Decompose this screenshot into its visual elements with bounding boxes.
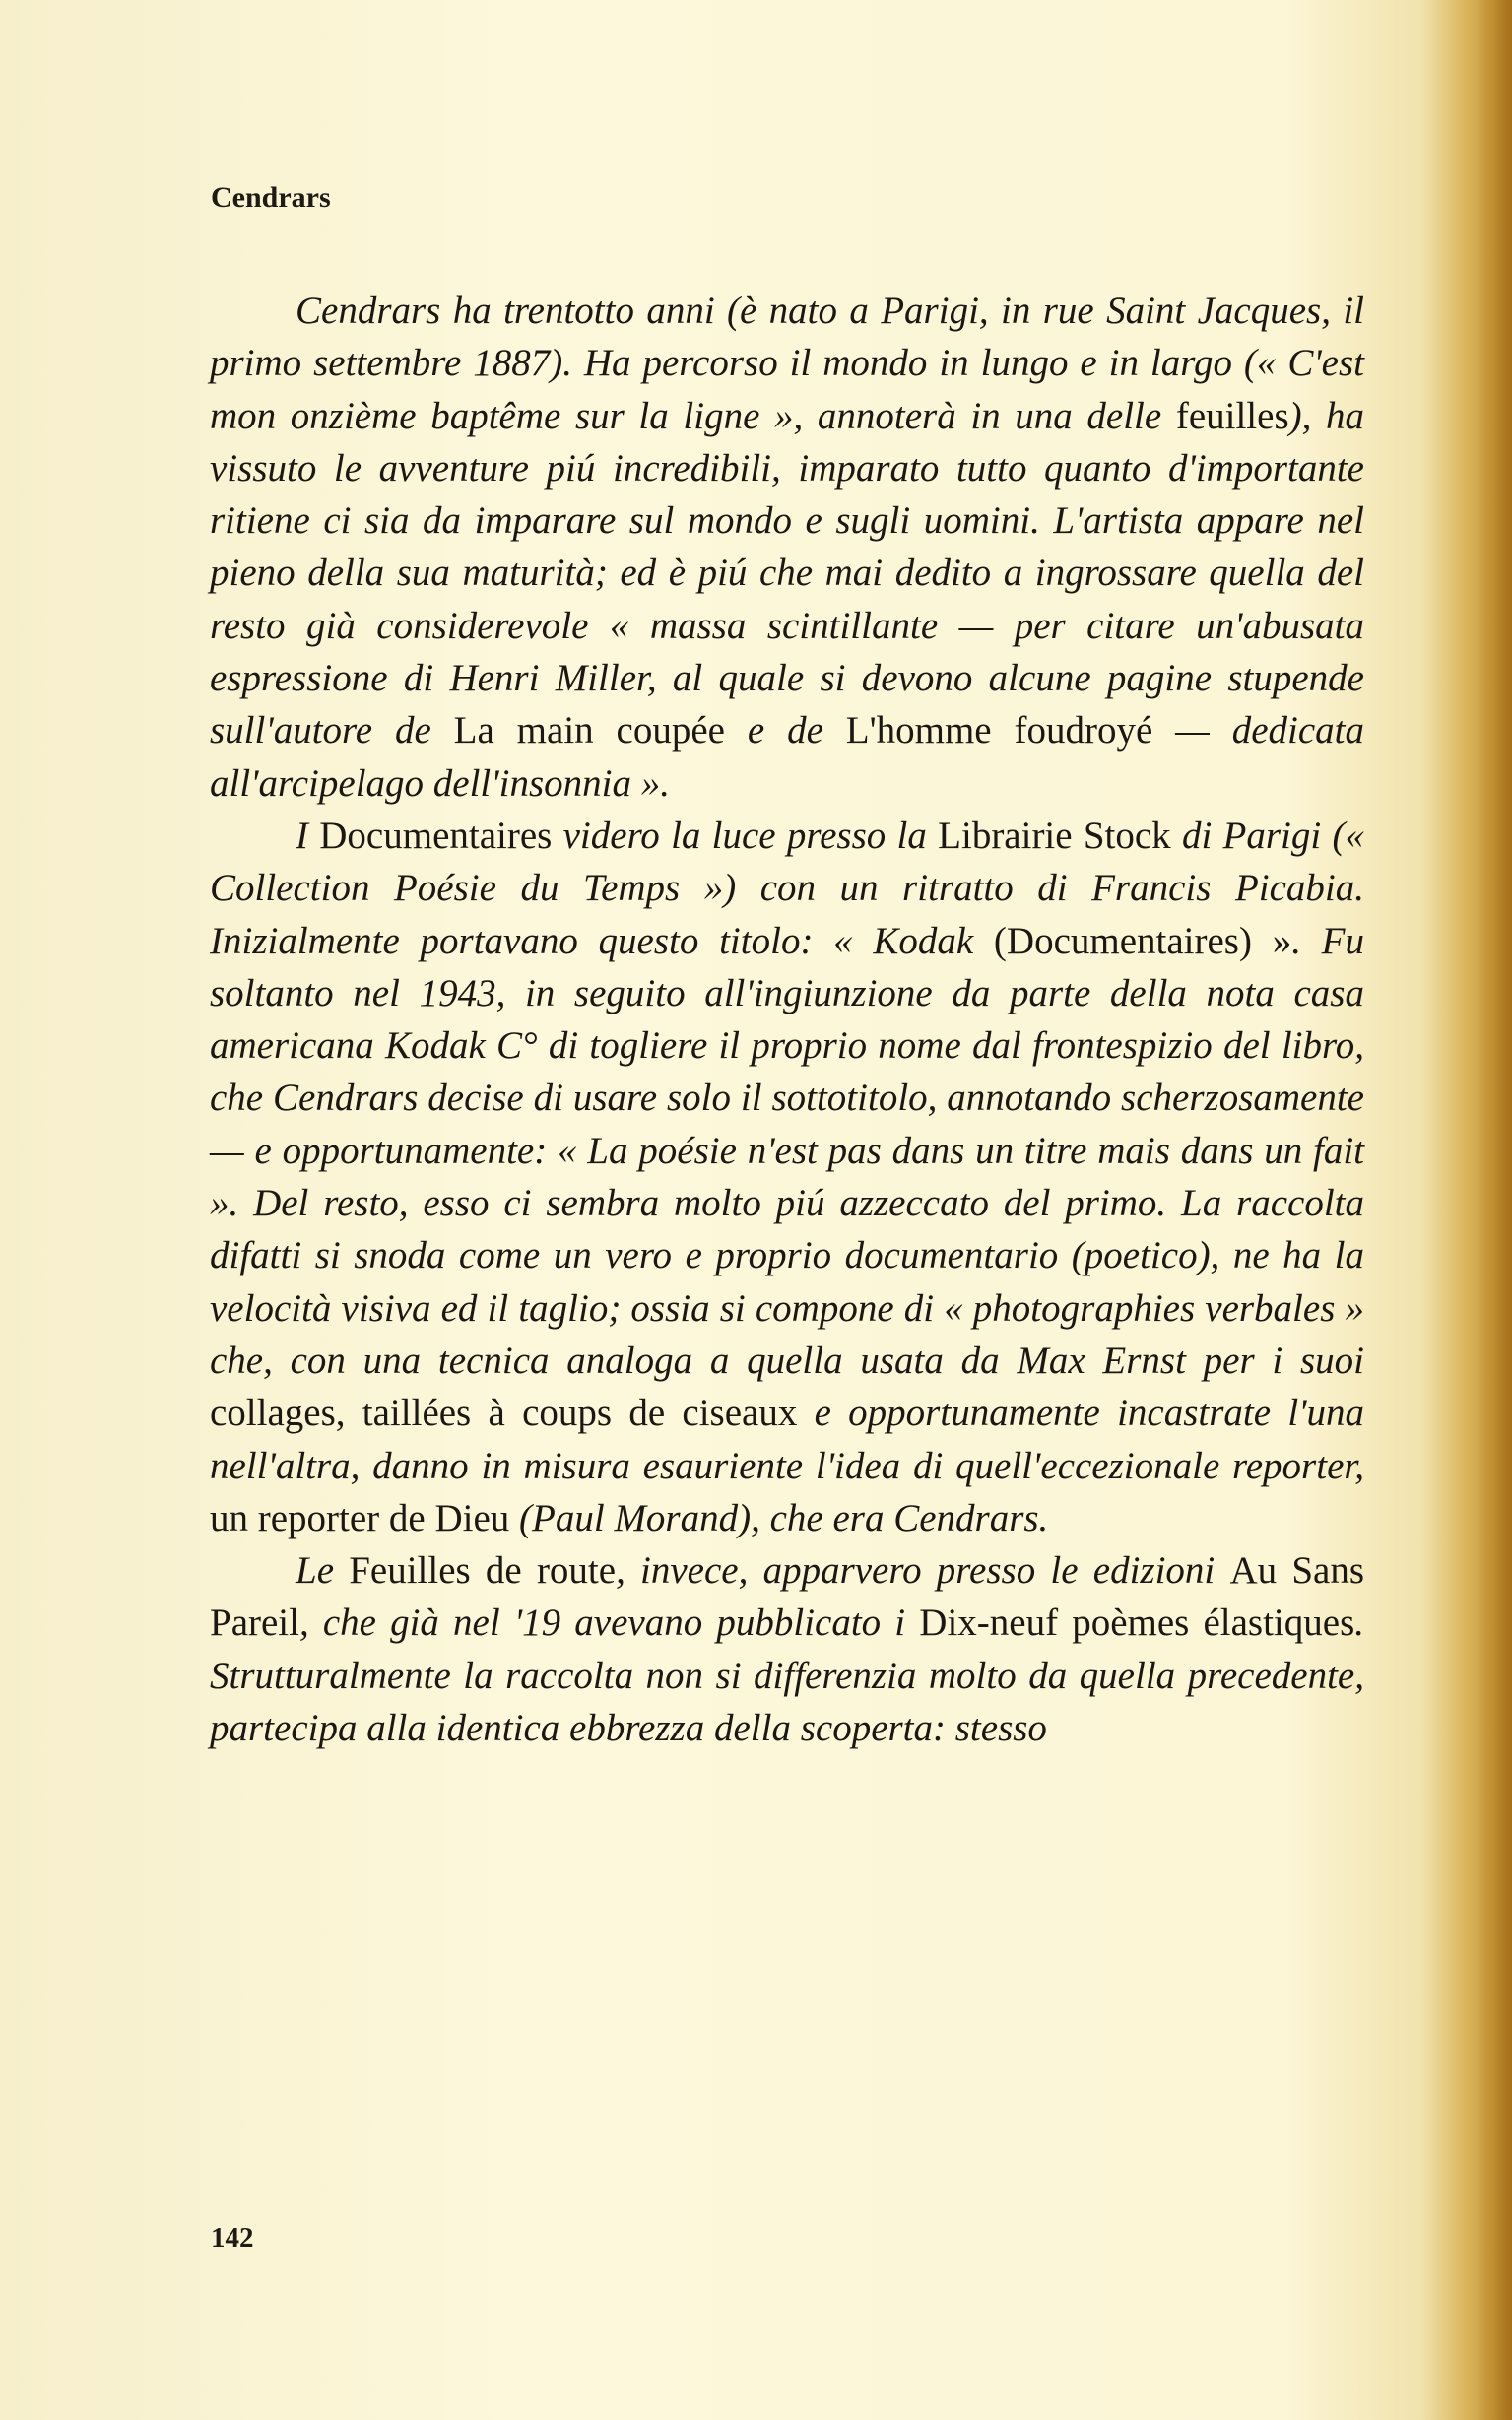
roman-text-run: L'homme foudroyé <box>845 709 1153 752</box>
italic-text-run: di Parigi (« Collection Poésie du Temps ») con un ritratto di Francis Picabia. Inizialmente portavano questo titolo: « Kodak <box>210 814 1364 962</box>
roman-text-run: Librairie Stock <box>938 814 1171 857</box>
roman-text-run: (Documentaires) » <box>993 919 1292 962</box>
roman-text-run: Feuilles de route <box>349 1549 617 1593</box>
roman-text-run: Au Sans Pareil <box>210 1549 1365 1645</box>
roman-text-run: un reporter de Dieu <box>210 1496 510 1539</box>
italic-text-run: . Fu soltanto nel 1943, in seguito all'ingiunzione da parte della nota casa americana Kodak C° di togliere il proprio nome dal frontespizio del libro, che Cendrars decise di usare solo il sottotitolo, annotando scherzosamente — e opportunamente: « La poésie n'est pas dans un titre mais dans un fait ». Del resto, esso ci sembra molto piú azzeccato del primo. La raccolta difatti si snoda come un vero e proprio documentario (poetico), ne ha la velocità visiva ed il taglio; ossia si compone di « photographies verbales » che, con una tecnica analoga a quella usata da Max Ernst per i suoi <box>210 919 1364 1382</box>
roman-text-run: La main coupée <box>453 709 725 752</box>
italic-text-run: e opportunamente incastrate l'una nell'altra, danno in misura esauriente l'idea di quell'eccezionale reporter, <box>210 1392 1364 1487</box>
italic-text-run: Cendrars ha trentotto anni (è nato a Parigi, in rue Saint Jacques, il primo settembre 1887). Ha percorso il mondo in lungo e in largo (« C'est mon onzième baptême sur la ligne », annoterà in una delle <box>210 290 1364 437</box>
roman-text-run: Dix-neuf poèmes élastiques <box>919 1602 1355 1645</box>
page-number: 142 <box>211 2222 254 2254</box>
italic-text-run: videro la luce presso la <box>552 814 939 857</box>
italic-text-run: , invece, apparvero presso le edizioni <box>616 1549 1230 1593</box>
italic-text-run: I <box>296 814 320 857</box>
paragraph <box>210 810 1364 1544</box>
italic-text-run: , che già nel '19 avevano pubblicato i <box>298 1602 920 1645</box>
roman-text-run: feuilles <box>1175 394 1289 437</box>
paragraph <box>210 1544 1364 1754</box>
running-head: Cendrars <box>211 181 331 214</box>
italic-text-run: ), ha vissuto le avventure piú incredibili, imparato tutto quanto d'importante ritiene ci sia da imparare sul mondo e sugli uomini. L'artista appare nel pieno della sua maturità; ed è piú che mai dedito a ingrossare quella del resto già considerevole « massa scintillante — per citare un'abusata espressione di Henri Miller, al quale si devono alcune pagine stupende sull'autore de <box>210 394 1364 752</box>
italic-text-run: — dedicata all'arcipelago dell'insonnia ». <box>210 709 1365 805</box>
page-edge-shadow <box>1477 0 1512 2420</box>
italic-text-run: Le <box>296 1549 350 1593</box>
italic-text-run: . Strutturalmente la raccolta non si differenzia molto da quella precedente, partecipa alla identica ebbrezza della scoperta: stesso <box>210 1602 1364 1750</box>
paragraph <box>210 285 1364 810</box>
italic-text-run: (Paul Morand), che era Cendrars. <box>509 1496 1049 1539</box>
body-text <box>210 285 1364 1754</box>
italic-text-run: e de <box>724 709 846 752</box>
roman-text-run: Documentaires <box>319 814 553 857</box>
roman-text-run: collages, taillées à coups de ciseaux <box>210 1392 798 1435</box>
